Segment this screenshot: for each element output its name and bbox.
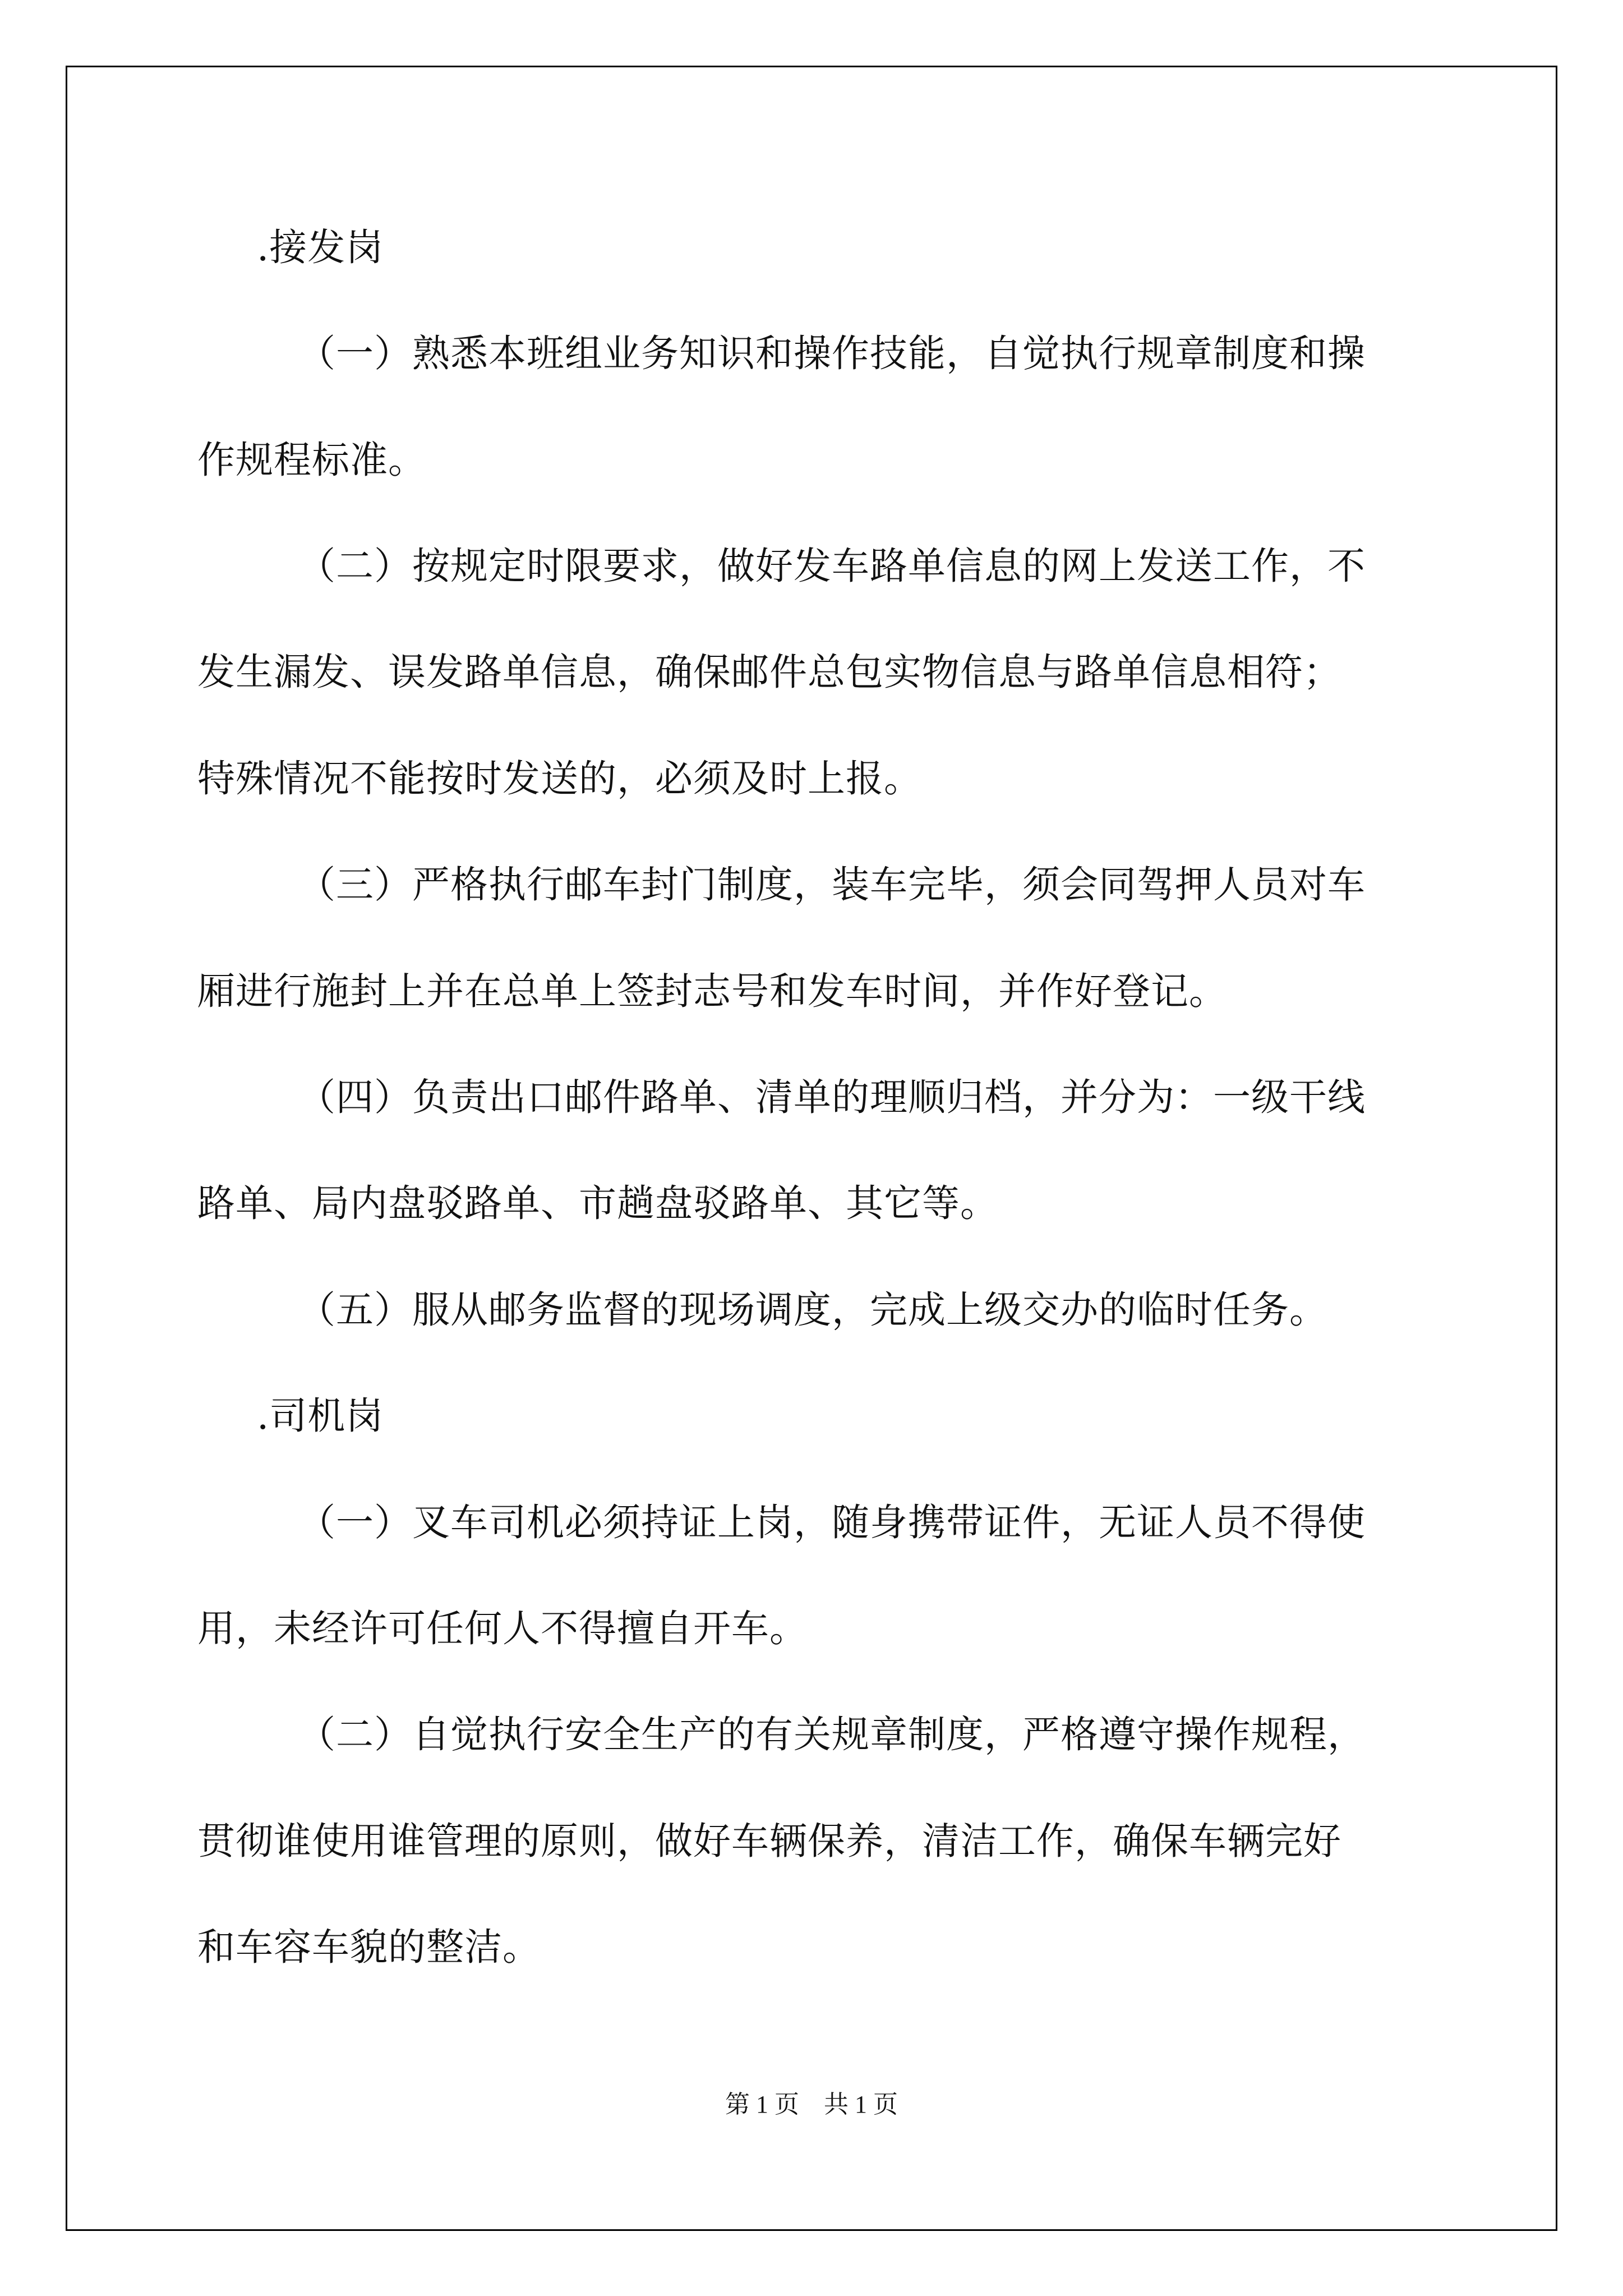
paragraph-line: （一）熟悉本班组业务知识和操作技能，自觉执行规章制度和操 (298, 332, 1366, 375)
paragraph-line: 贯彻谁使用谁管理的原则，做好车辆保养，清洁工作，确保车辆完好 (197, 1819, 1341, 1863)
page-border (66, 66, 1557, 2231)
paragraph-line: 路单、局内盘驳路单、市趟盘驳路单、其它等。 (197, 1181, 998, 1225)
paragraph-line: （一）叉车司机必须持证上岗，随身携带证件，无证人员不得使 (298, 1501, 1366, 1544)
paragraph-line: （二）按规定时限要求，做好发车路单信息的网上发送工作，不 (298, 544, 1366, 588)
page-number-footer: 第 1 页 共 1 页 (725, 2091, 898, 2118)
paragraph-line: 作规程标准。 (197, 438, 426, 482)
section-heading-driver: .司机岗 (257, 1394, 384, 1438)
paragraph-line: （二）自觉执行安全生产的有关规章制度，严格遵守操作规程， (298, 1713, 1366, 1756)
paragraph-line: 发生漏发、误发路单信息，确保邮件总包实物信息与路单信息相符； (197, 650, 1341, 694)
paragraph-line: 和车容车貌的整洁。 (197, 1925, 541, 1969)
paragraph-line: 用，未经许可任何人不得擅自开车。 (197, 1607, 808, 1650)
paragraph-line: （三）严格执行邮车封门制度，装车完毕，须会同驾押人员对车 (298, 863, 1366, 907)
paragraph-line: 厢进行施封上并在总单上签封志号和发车时间，并作好登记。 (197, 969, 1227, 1013)
paragraph-line: （四）负责出口邮件路单、清单的理顺归档，并分为：一级干线 (298, 1075, 1366, 1119)
paragraph-line: 特殊情况不能按时发送的，必须及时上报。 (197, 757, 922, 800)
paragraph-line: （五）服从邮务监督的现场调度，完成上级交办的临时任务。 (298, 1288, 1327, 1332)
section-heading-receiving: .接发岗 (257, 226, 384, 269)
